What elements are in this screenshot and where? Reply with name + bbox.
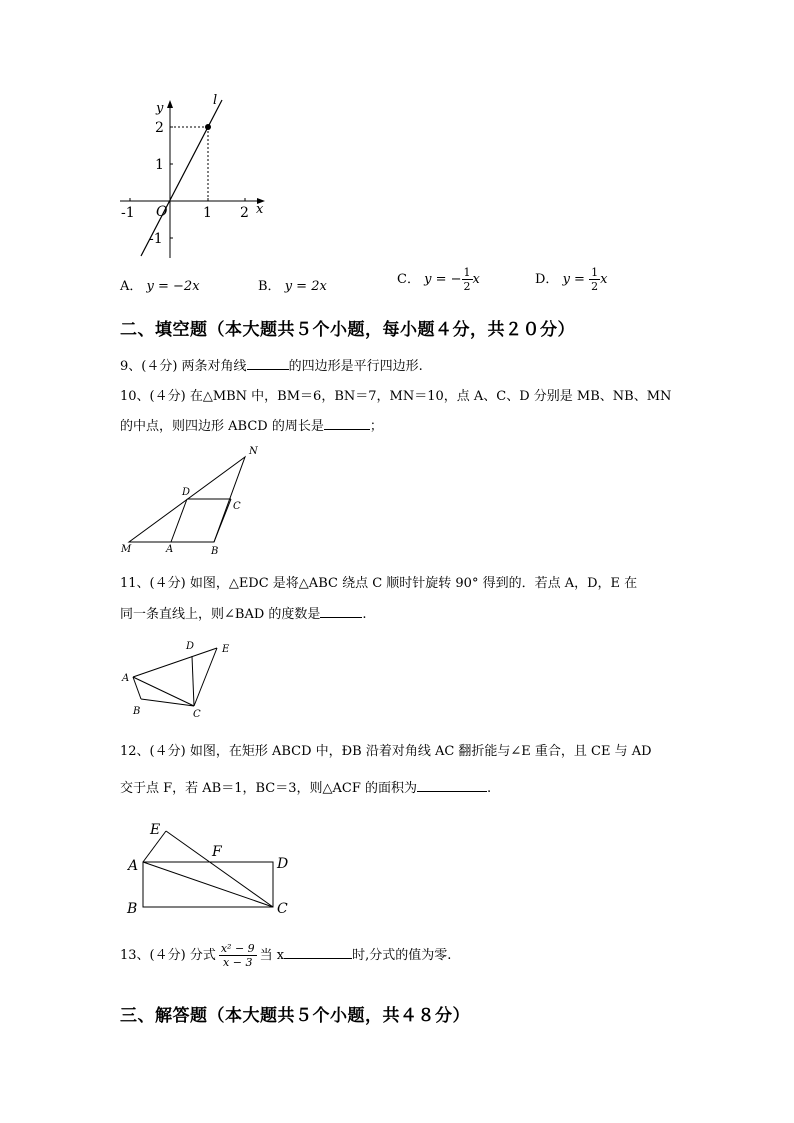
point-1-2 — [205, 124, 211, 130]
q13-prefix: 13、(４分) 分式 — [120, 948, 216, 963]
q11-line2 — [120, 603, 367, 622]
q8-option-a — [120, 275, 200, 294]
q10-triangle-figure — [115, 440, 275, 560]
tick-y2: 2 — [155, 120, 164, 136]
q13-suffix: 时,分式的值为零. — [352, 948, 452, 963]
option-d-label: D． — [535, 272, 559, 287]
x-axis-label: x — [256, 202, 264, 217]
q10-line1: 10、(４分) 在△MBN 中，BM＝6，BN＝7，MN＝10，点 A、C、D 分别是 MB、NB、MN — [120, 389, 672, 404]
q9-suffix: 的四边形是平行四边形. — [288, 359, 423, 374]
svg-text:A: A — [128, 858, 139, 874]
q12-line2-prefix: 交于点 F，若 AB＝1，BC＝3，则△ACF 的面积为 — [120, 781, 417, 796]
svg-text:D: D — [186, 641, 195, 652]
tick-x1: 1 — [203, 205, 212, 221]
option-b-label: B． — [258, 279, 281, 294]
svg-text:A: A — [122, 673, 130, 684]
option-d-suffix: x — [600, 272, 608, 287]
option-d-prefix: y = — [562, 272, 590, 287]
q12-answer-blank[interactable] — [417, 778, 487, 792]
svg-text:M: M — [121, 544, 132, 555]
svg-text:B: B — [211, 546, 219, 557]
q12-rectangle-figure — [120, 818, 300, 923]
svg-text:N: N — [249, 446, 258, 457]
q10-line2-suffix: ； — [369, 419, 383, 434]
option-d-fraction: $\frac{1}{2}$ — [591, 266, 599, 293]
q9-prefix: 9、(４分) 两条对角线 — [120, 359, 247, 374]
y-axis-label: y — [156, 101, 164, 116]
svg-text:D: D — [277, 856, 289, 872]
q13-mid: 当 x — [259, 948, 285, 963]
q10-answer-blank[interactable] — [324, 416, 370, 430]
option-c-fraction: $\frac{1}{2}$ — [463, 266, 471, 293]
svg-text:B: B — [127, 901, 138, 917]
q8-option-d — [535, 266, 607, 293]
tick-xm1: -1 — [121, 205, 135, 221]
q10-line2 — [120, 415, 383, 434]
q12-line1: 12、(４分) 如图，在矩形 ABCD 中，ÐB 沿着对角线 AC 翻折能与∠E 重合，且 CE 与 AD — [120, 744, 652, 759]
q13 — [120, 942, 451, 969]
q11-rotation-figure — [115, 635, 245, 725]
svg-text:D: D — [182, 487, 191, 498]
q8-option-b — [258, 275, 327, 294]
option-a-expr: y = −2x — [146, 279, 200, 294]
line-label: l — [213, 93, 218, 108]
svg-text:A: A — [166, 544, 174, 555]
q11-line2-prefix: 同一条直线上，则∠BAD 的度数是 — [120, 607, 321, 622]
svg-text:C: C — [193, 709, 201, 720]
q8-coordinate-figure — [110, 90, 280, 265]
svg-text:E: E — [150, 822, 161, 838]
q9-answer-blank[interactable] — [247, 356, 289, 370]
section2-title: 二、填空题（本大题共５个小题，每小题４分，共２０分） — [120, 320, 575, 340]
q12-line2 — [120, 777, 491, 796]
section3-title: 三、解答题（本大题共５个小题，共４８分） — [120, 1006, 470, 1026]
tick-x2: 2 — [240, 205, 249, 221]
tick-y1: 1 — [155, 157, 164, 173]
q10-line2-prefix: 的中点，则四边形 ABCD 的周长是 — [120, 419, 324, 434]
q11-line2-suffix: . — [362, 607, 367, 622]
q12-line2-suffix: . — [487, 781, 492, 796]
option-a-label: A． — [120, 279, 143, 294]
q13-answer-blank[interactable] — [284, 945, 352, 959]
svg-text:F: F — [212, 844, 222, 860]
origin-label: O — [156, 204, 168, 220]
q9 — [120, 355, 423, 374]
svg-text:B: B — [133, 706, 141, 717]
svg-text:C: C — [233, 501, 241, 512]
q11-line1: 11、(４分) 如图，△EDC 是将△ABC 绕点 C 顺时针旋转 90° 得到的．若点 A，D，E 在 — [120, 576, 638, 591]
option-b-expr: y = 2x — [284, 279, 327, 294]
option-c-suffix: x — [472, 272, 480, 287]
svg-text:E: E — [222, 644, 230, 655]
tick-ym1: -1 — [149, 231, 163, 247]
q13-fraction: $\frac{\text{x² − 9}}{x - 3}$ — [220, 942, 255, 969]
option-c-prefix: y = − — [424, 272, 462, 287]
q11-answer-blank[interactable] — [320, 604, 362, 618]
svg-text:C: C — [277, 901, 288, 917]
q8-option-c — [397, 266, 480, 293]
option-c-label: C． — [397, 272, 420, 287]
